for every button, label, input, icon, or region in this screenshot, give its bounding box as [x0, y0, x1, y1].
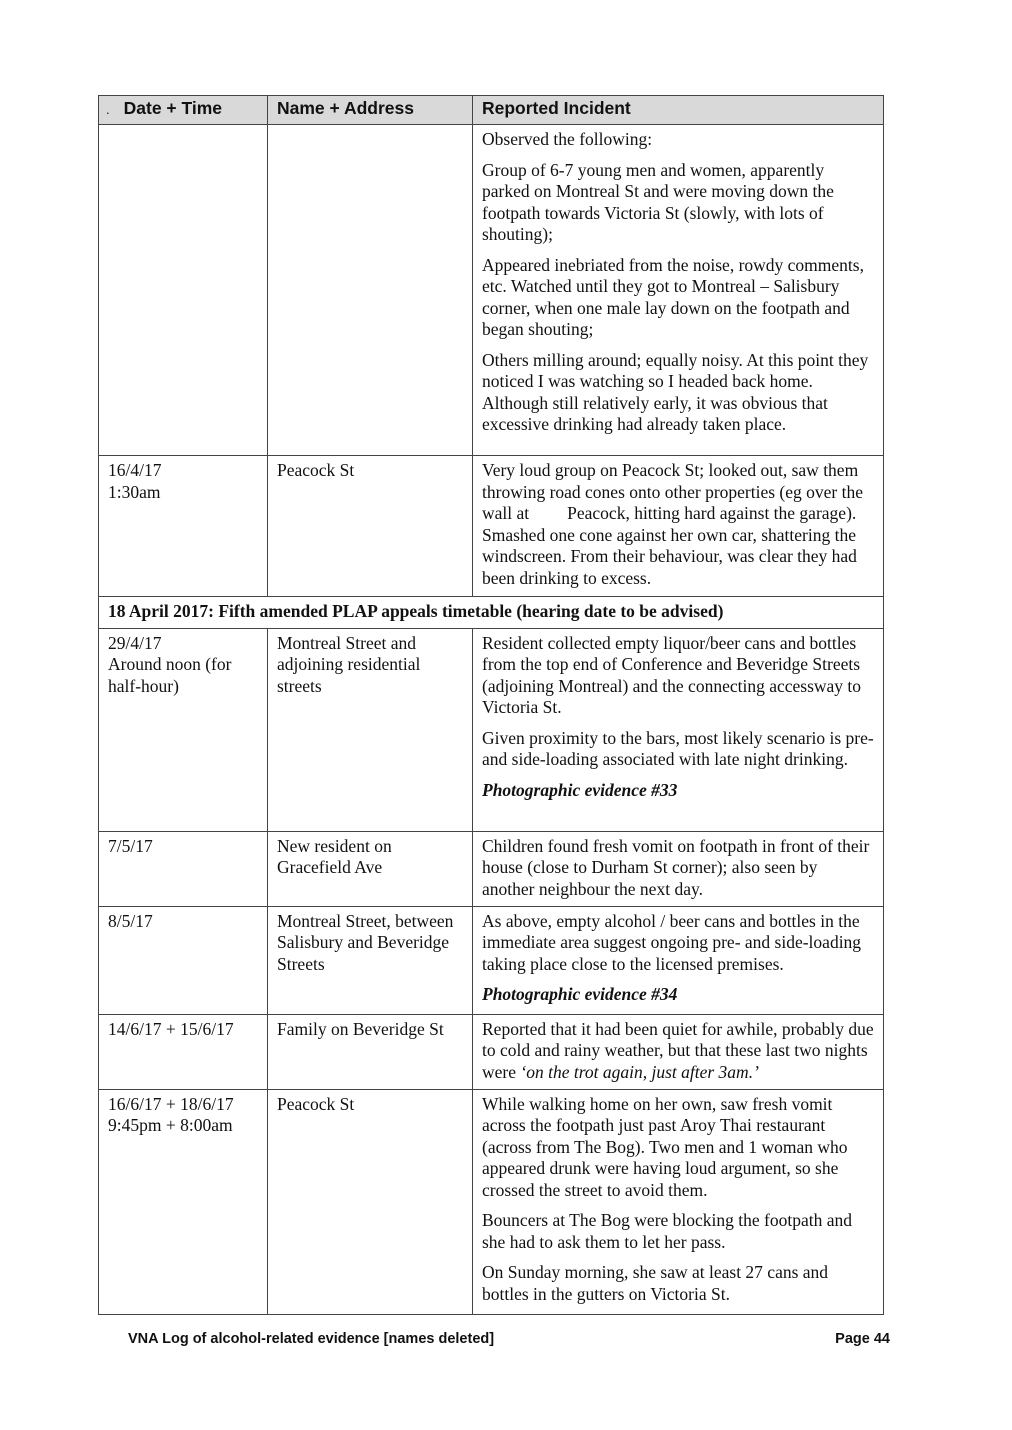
- table-row: [99, 1089, 884, 1314]
- incident-text: Bouncers at The Bog were blocking the footpath and she had to ask them to let her pass.: [482, 1210, 852, 1252]
- incident-text: As above, empty alcohol / beer cans and bottles in the immediate area suggest ongoing pre- and side-loading taking place close to the licensed premises.: [482, 910, 862, 974]
- header-date-time: [99, 96, 268, 125]
- evidence-label: Photographic evidence #33: [482, 779, 678, 800]
- incident-text: [482, 1019, 874, 1084]
- date-cell: [99, 1089, 268, 1314]
- incident-cell: [473, 628, 884, 831]
- date-cell: [99, 456, 268, 597]
- table-row: [99, 125, 884, 456]
- date-text: 29/4/17: [108, 632, 162, 653]
- name-cell: New resident on Gracefield Ave: [268, 831, 473, 906]
- date-cell: [99, 125, 268, 456]
- incident-cell: [473, 125, 884, 456]
- date-text: 7/5/17: [108, 835, 153, 856]
- date-cell: [99, 906, 268, 1014]
- incident-text: While walking home on her own, saw fresh vomit across the footpath just past Aroy Thai restaurant (across from The Bog). Two men and 1 woman who appeared drunk were having loud argument, so she crossed the street to avoid them.: [482, 1093, 848, 1200]
- incident-cell: [473, 456, 884, 597]
- date-text: 16/6/17 + 18/6/17: [108, 1093, 234, 1114]
- incident-text: Resident collected empty liquor/beer cans and bottles from the top end of Conference and Beveridge Streets (adjoining Montreal) and the connecting accessway to Victoria St.: [482, 632, 862, 717]
- name-cell: Family on Beveridge St: [268, 1014, 473, 1089]
- incident-text-part: Peacock, hitting hard against the garage). Smashed one cone against her own car, shattering the windscreen. From their behaviour, was clear they had been drinking to excess.: [482, 503, 857, 588]
- name-cell: Peacock St: [268, 456, 473, 597]
- incident-cell: [473, 831, 884, 906]
- date-text: 8/5/17: [108, 910, 153, 931]
- table-header-row: [99, 96, 884, 125]
- time-text: 9:45pm + 8:00am: [108, 1115, 233, 1135]
- header-date-label: Date + Time: [123, 98, 223, 118]
- date-text: 14/6/17 + 15/6/17: [108, 1018, 234, 1039]
- incident-log-table: [98, 95, 884, 1315]
- name-cell: Montreal Street, between Salisbury and Beveridge Streets: [268, 906, 473, 1014]
- incident-text: [482, 460, 874, 589]
- date-cell: [99, 831, 268, 906]
- evidence-label: Photographic evidence #34: [482, 984, 678, 1004]
- section-heading: 18 April 2017: Fifth amended PLAP appeals timetable (hearing date to be advised): [99, 597, 884, 629]
- table-row: [99, 906, 884, 1014]
- name-cell: [268, 125, 473, 456]
- header-name-address: Name + Address: [268, 96, 473, 125]
- incident-cell: [473, 1014, 884, 1089]
- table-row: [99, 831, 884, 906]
- incident-text: Given proximity to the bars, most likely scenario is pre- and side-loading associated with late night drinking.: [482, 727, 874, 769]
- incident-text-part: Reported that it had been quiet for awhile, probably due to cold and rainy weather, but that these last two nights were: [482, 1018, 874, 1082]
- header-marker: .: [106, 102, 110, 117]
- name-cell: Peacock St: [268, 1089, 473, 1314]
- incident-text: Appeared inebriated from the noise, rowdy comments, etc. Watched until they got to Montreal – Salisbury corner, when one male lay down on the footpath and began shouting;: [482, 254, 864, 339]
- table-row: [99, 628, 884, 831]
- footer-title: VNA Log of alcohol-related evidence [names deleted]: [128, 1331, 495, 1347]
- date-cell: [99, 1014, 268, 1089]
- date-text: 16/4/17: [108, 460, 162, 480]
- page-number: Page 44: [835, 1331, 890, 1347]
- time-text: Around noon (for half-hour): [108, 654, 232, 696]
- incident-cell: [473, 906, 884, 1014]
- table-row: [99, 456, 884, 597]
- incident-text: Children found fresh vomit on footpath in front of their house (close to Durham St corner); also seen by another neighbour the next day.: [482, 835, 870, 899]
- incident-text: Observed the following:: [482, 129, 653, 149]
- time-text: 1:30am: [108, 481, 161, 502]
- section-row: [99, 597, 884, 629]
- header-reported-incident: Reported Incident: [473, 96, 884, 125]
- incident-text-part: Very loud group on Peacock St; looked out, saw them throwing road cones onto other properties (eg over the wall at: [482, 460, 863, 523]
- date-cell: [99, 628, 268, 831]
- incident-text: On Sunday morning, she saw at least 27 cans and bottles in the gutters on Victoria St.: [482, 1262, 829, 1304]
- quoted-text: ‘on the trot again, just after 3am.’: [520, 1061, 759, 1082]
- name-cell: Montreal Street and adjoining residential streets: [268, 628, 473, 831]
- incident-cell: [473, 1089, 884, 1314]
- incident-text: Others milling around; equally noisy. At this point they noticed I was watching so I headed back home. Although still relatively early, it was obvious that excessive drinking had already taken place.: [482, 349, 869, 434]
- incident-text: Group of 6-7 young men and women, apparently parked on Montreal St and were moving down the footpath towards Victoria St (slowly, with lots of shouting);: [482, 159, 834, 244]
- table-row: [99, 1014, 884, 1089]
